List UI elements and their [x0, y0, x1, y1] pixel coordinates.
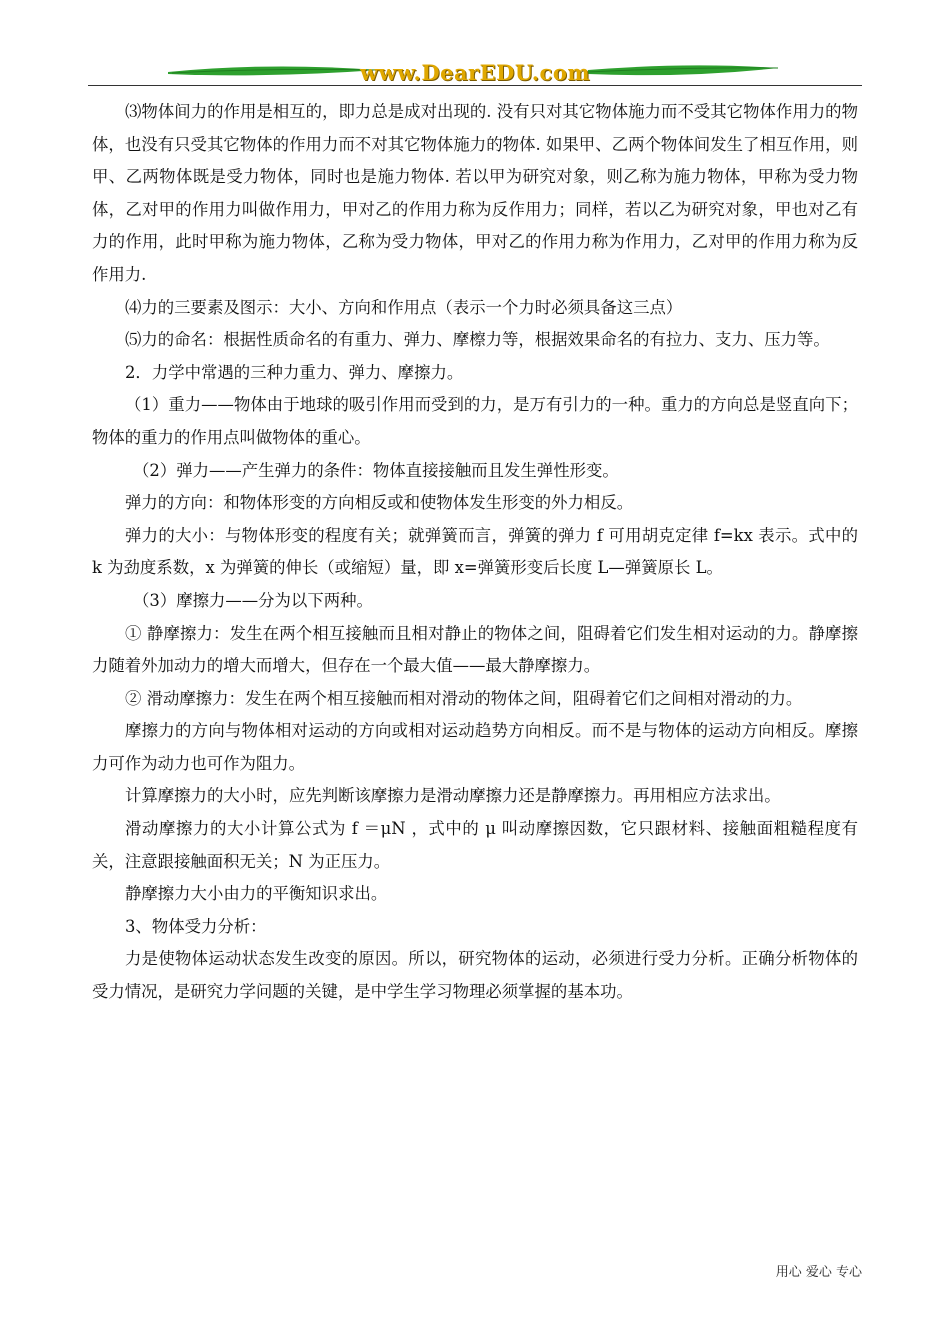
paragraph: 滑动摩擦力的大小计算公式为 f ＝μN ，式中的 μ 叫动摩擦因数，它只跟材料、接触面粗糙程度有关，注意跟接触面积无关；N 为正压力。	[92, 819, 858, 871]
paragraph: （2）弹力——产生弹力的条件：物体直接接触而且发生弹性形变。	[133, 460, 619, 480]
paragraph: （1）重力——物体由于地球的吸引作用而受到的力，是万有引力的一种。重力的方向总是竖直向下；物体的重力的作用点叫做物体的重心。	[92, 395, 858, 447]
paragraph: 3、物体受力分析：	[125, 916, 267, 936]
paragraph: 静摩擦力大小由力的平衡知识求出。	[125, 884, 388, 904]
paragraph: 弹力的方向：和物体形变的方向相反或和使物体发生形变的外力相反。	[125, 493, 634, 513]
page-header	[88, 58, 862, 90]
footer-motto: 用心 爱心 专心	[775, 1265, 862, 1280]
paragraph: 弹力的大小：与物体形变的程度有关；就弹簧而言，弹簧的弹力 f 可用胡克定律 f=kx 表示。式中的 k 为劲度系数，x 为弹簧的伸长（或缩短）量，即 x=弹簧形变后长度 L—弹簧原长 L。	[92, 525, 858, 578]
paragraph: ① 静摩擦力：发生在两个相互接触而且相对静止的物体之间，阻碍着它们发生相对运动的力。静摩擦力随着外加动力的增大而增大，但存在一个最大值——最大静摩擦力。	[92, 623, 858, 676]
paragraph: 计算摩擦力的大小时，应先判断该摩擦力是滑动摩擦力还是静摩擦力。再用相应方法求出。	[125, 786, 781, 806]
paragraph: （3）摩擦力——分为以下两种。	[133, 590, 373, 610]
paragraph: ② 滑动摩擦力：发生在两个相互接触而相对滑动的物体之间，阻碍着它们之间相对滑动的力。	[125, 688, 803, 708]
paragraph: 摩擦力的方向与物体相对运动的方向或相对运动趋势方向相反。而不是与物体的运动方向相反。摩擦力可作为动力也可作为阻力。	[92, 721, 858, 773]
paragraph: 2．力学中常遇的三种力重力、弹力、摩擦力。	[125, 362, 464, 382]
paragraph: ⑶物体间力的作用是相互的，即力总是成对出现的. 没有只对其它物体施力而不受其它物体作用力的物体，也没有只受其它物体的作用力而不对其它物体施力的物体. 如果甲、乙两个物体间发生了相互作用，则甲、乙两物体既是受力物体，同时也是施力物体. 若以甲为研究对象，则乙称为施力物体，甲称为受力物体，乙对甲的作用力叫做作用力，甲对乙的作用力称为反作用力；同样，若以乙为研究对象，甲也对乙有力的作用，此时甲称为施力物体，乙称为受力物体，甲对乙的作用力称为作用力，乙对甲的作用力称为反作用力.	[92, 102, 858, 284]
paragraph: ⑷力的三要素及图示：大小、方向和作用点（表示一个力时必须具备这三点）	[125, 297, 683, 317]
site-logo: www.DearEDU.com	[359, 60, 591, 85]
paragraph: ⑸力的命名：根据性质命名的有重力、弹力、摩檫力等，根据效果命名的有拉力、支力、压力等。	[125, 330, 830, 350]
document-body	[92, 96, 858, 1009]
header-divider	[88, 85, 862, 86]
paragraph: 力是使物体运动状态发生改变的原因。所以，研究物体的运动，必须进行受力分析。正确分析物体的受力情况，是研究力学问题的关键，是中学生学习物理必须掌握的基本功。	[92, 949, 858, 1002]
